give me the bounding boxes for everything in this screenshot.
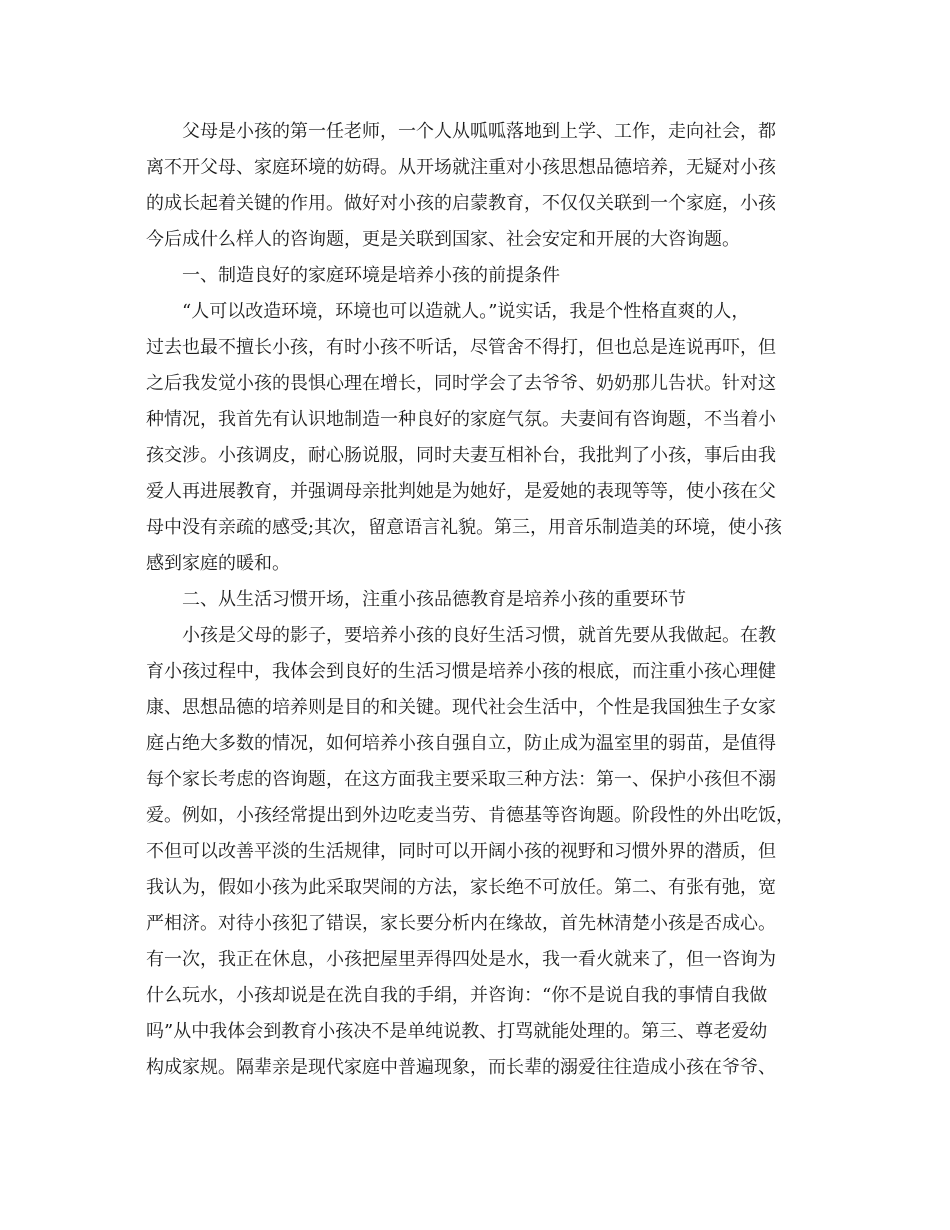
paragraph-3-line-9: 严相济。对待小孩犯了错误，家长要分析内在缘故，首先林清楚小孩是否成心。 xyxy=(146,913,776,934)
paragraph-2-line-7: 母中没有亲疏的感受;其次，留意语言礼貌。第三，用音乐制造美的环境，使小孩 xyxy=(146,517,783,538)
paragraph-3-line-5: 每个家长考虑的咨询题，在这方面我主要采取三种方法：第一、保护小孩但不溺 xyxy=(146,769,776,790)
paragraph-3-line-3: 康、思想品德的培养则是目的和关键。现代社会生活中，个性是我国独生子女家 xyxy=(146,697,776,718)
paragraph-3-line-11: 什么玩水，小孩却说是在洗自我的手绢，并咨询：“你不是说自我的事情自我做 xyxy=(146,985,768,1006)
section-heading-2: 二、从生活习惯开场，注重小孩品德教育是培养小孩的重要环节 xyxy=(182,589,686,610)
section-heading-1: 一、制造良好的家庭环境是培养小孩的前提条件 xyxy=(182,265,560,286)
paragraph-3-line-7: 不但可以改善平淡的生活规律，同时可以开阔小孩的视野和习惯外界的潜质，但 xyxy=(146,841,776,862)
paragraph-2-line-1: “人可以改造环境，环境也可以造就人。”说实话，我是个性格直爽的人， xyxy=(182,301,750,322)
paragraph-3-line-4: 庭占绝大多数的情况，如何培养小孩自强自立，防止成为温室里的弱苗，是值得 xyxy=(146,733,776,754)
paragraph-1-line-3: 的成长起着关键的作用。做好对小孩的启蒙教育，不仅仅关联到一个家庭，小孩 xyxy=(146,193,776,214)
paragraph-3-line-2: 育小孩过程中，我体会到良好的生活习惯是培养小孩的根底，而注重小孩心理健 xyxy=(146,661,776,682)
paragraph-2-line-6: 爱人再进展教育，并强调母亲批判她是为她好，是爱她的表现等等，使小孩在父 xyxy=(146,481,776,502)
paragraph-2-line-4: 种情况，我首先有认识地制造一种良好的家庭气氛。夫妻间有咨询题，不当着小 xyxy=(146,409,776,430)
paragraph-3-line-6: 爱。例如，小孩经常提出到外边吃麦当劳、肯德基等咨询题。阶段性的外出吃饭， xyxy=(146,805,794,826)
paragraph-3-line-13: 构成家规。隔辈亲是现代家庭中普遍现象，而长辈的溺爱往往造成小孩在爷爷、 xyxy=(146,1057,776,1078)
paragraph-2-line-8: 感到家庭的暖和。 xyxy=(146,553,290,574)
paragraph-1-line-2: 离不开父母、家庭环境的妨碍。从开场就注重对小孩思想品德培养，无疑对小孩 xyxy=(146,157,776,178)
paragraph-1-line-4: 今后成什么样人的咨询题，更是关联到国家、社会安定和开展的大咨询题。 xyxy=(146,229,740,250)
paragraph-3-line-8: 我认为，假如小孩为此采取哭闹的方法，家长绝不可放任。第二、有张有弛，宽 xyxy=(146,877,776,898)
paragraph-3-line-10: 有一次，我正在休息，小孩把屋里弄得四处是水，我一看火就来了，但一咨询为 xyxy=(146,949,776,970)
paragraph-3-line-1: 小孩是父母的影子，要培养小孩的良好生活习惯，就首先要从我做起。在教 xyxy=(182,625,776,646)
paragraph-2-line-5: 孩交涉。小孩调皮，耐心肠说服，同时夫妻互相补台，我批判了小孩，事后由我 xyxy=(146,445,776,466)
paragraph-3-line-12: 吗”从中我体会到教育小孩决不是单纯说教、打骂就能处理的。第三、尊老爱幼 xyxy=(146,1021,768,1042)
paragraph-1-line-1: 父母是小孩的第一任老师，一个人从呱呱落地到上学、工作，走向社会，都 xyxy=(182,121,776,142)
paragraph-2-line-3: 之后我发觉小孩的畏惧心理在增长，同时学会了去爷爷、奶奶那儿告状。针对这 xyxy=(146,373,776,394)
paragraph-2-line-2: 过去也最不擅长小孩，有时小孩不听话，尽管舍不得打，但也总是连说再吓，但 xyxy=(146,337,776,358)
